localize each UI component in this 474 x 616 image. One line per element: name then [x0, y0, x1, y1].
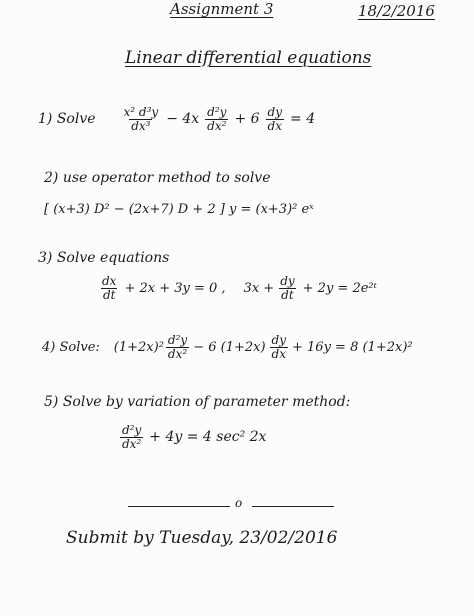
q3-eq-a-rest: + 2x + 3y = 0 ,	[124, 280, 226, 296]
q3-dx-dt-num: dx	[102, 274, 117, 288]
question-1	[38, 106, 315, 132]
assignment-date: 18/2/2016	[358, 2, 435, 20]
assignment-heading: Assignment 3	[170, 0, 274, 18]
question-4-label: 4) Solve:	[42, 339, 100, 355]
q3-dy-dt	[278, 275, 296, 301]
question-2-equation: [ (x+3) D² − (2x+7) D + 2 ] y = (x+3)² eˣ	[44, 202, 314, 217]
q3-eq-b-pre: 3x +	[243, 280, 275, 296]
question-3-equations	[98, 275, 377, 301]
question-1-label: 1) Solve	[38, 111, 96, 128]
separator-mark: o	[235, 496, 243, 510]
q3-dx-dt	[100, 275, 118, 301]
q5-term	[120, 424, 143, 450]
q1-term-3-num: dy	[267, 105, 283, 119]
q3-eq-b-rest: + 2y = 2e²ᵗ	[302, 280, 377, 296]
q1-term-2	[205, 106, 228, 132]
submission-note: Submit by Tuesday, 23/02/2016	[66, 528, 338, 548]
q1-term-1-den: dx³	[131, 118, 151, 133]
q4-term-1-den: dx²	[167, 346, 188, 361]
q4-term-2-num: dy	[271, 333, 287, 347]
q4-term-1-num: d²y	[167, 333, 188, 347]
q4-term-2	[270, 334, 288, 360]
q5-rest: + 4y = 4 sec² 2x	[149, 429, 267, 446]
q1-rhs: = 4	[290, 111, 316, 128]
separator-line-right	[252, 506, 334, 507]
separator-line-left	[128, 506, 230, 507]
q4-rest: + 16y = 8 (1+2x)²	[292, 339, 413, 355]
q1-term-2-num: d²y	[207, 105, 227, 119]
q4-pre: (1+2x)²	[113, 339, 164, 355]
q1-op-2: + 6	[234, 111, 260, 128]
q3-dy-dt-num: dy	[280, 274, 295, 288]
q3-dx-dt-den: dt	[102, 287, 116, 302]
q5-term-num: d²y	[122, 423, 142, 437]
q4-term-2-den: dx	[271, 346, 286, 361]
q1-term-1	[122, 106, 161, 132]
question-4	[42, 334, 413, 360]
question-3-label: 3) Solve equations	[38, 250, 170, 266]
q1-term-3-den: dx	[267, 118, 282, 133]
q3-dy-dt-den: dt	[281, 287, 294, 302]
question-5-equation	[118, 424, 266, 450]
question-5-label: 5) Solve by variation of parameter method:	[44, 394, 351, 410]
q1-term-3	[266, 106, 284, 132]
q1-term-1-num: x² d³y	[123, 105, 159, 119]
page-title: Linear differential equations	[125, 48, 372, 68]
q4-mid: − 6 (1+2x)	[193, 339, 266, 355]
q1-op-1: − 4x	[166, 111, 200, 128]
q1-term-2-den: dx²	[207, 118, 227, 133]
q4-term-1	[166, 334, 189, 360]
q5-term-den: dx²	[122, 436, 142, 451]
question-2-label: 2) use operator method to solve	[44, 170, 271, 186]
